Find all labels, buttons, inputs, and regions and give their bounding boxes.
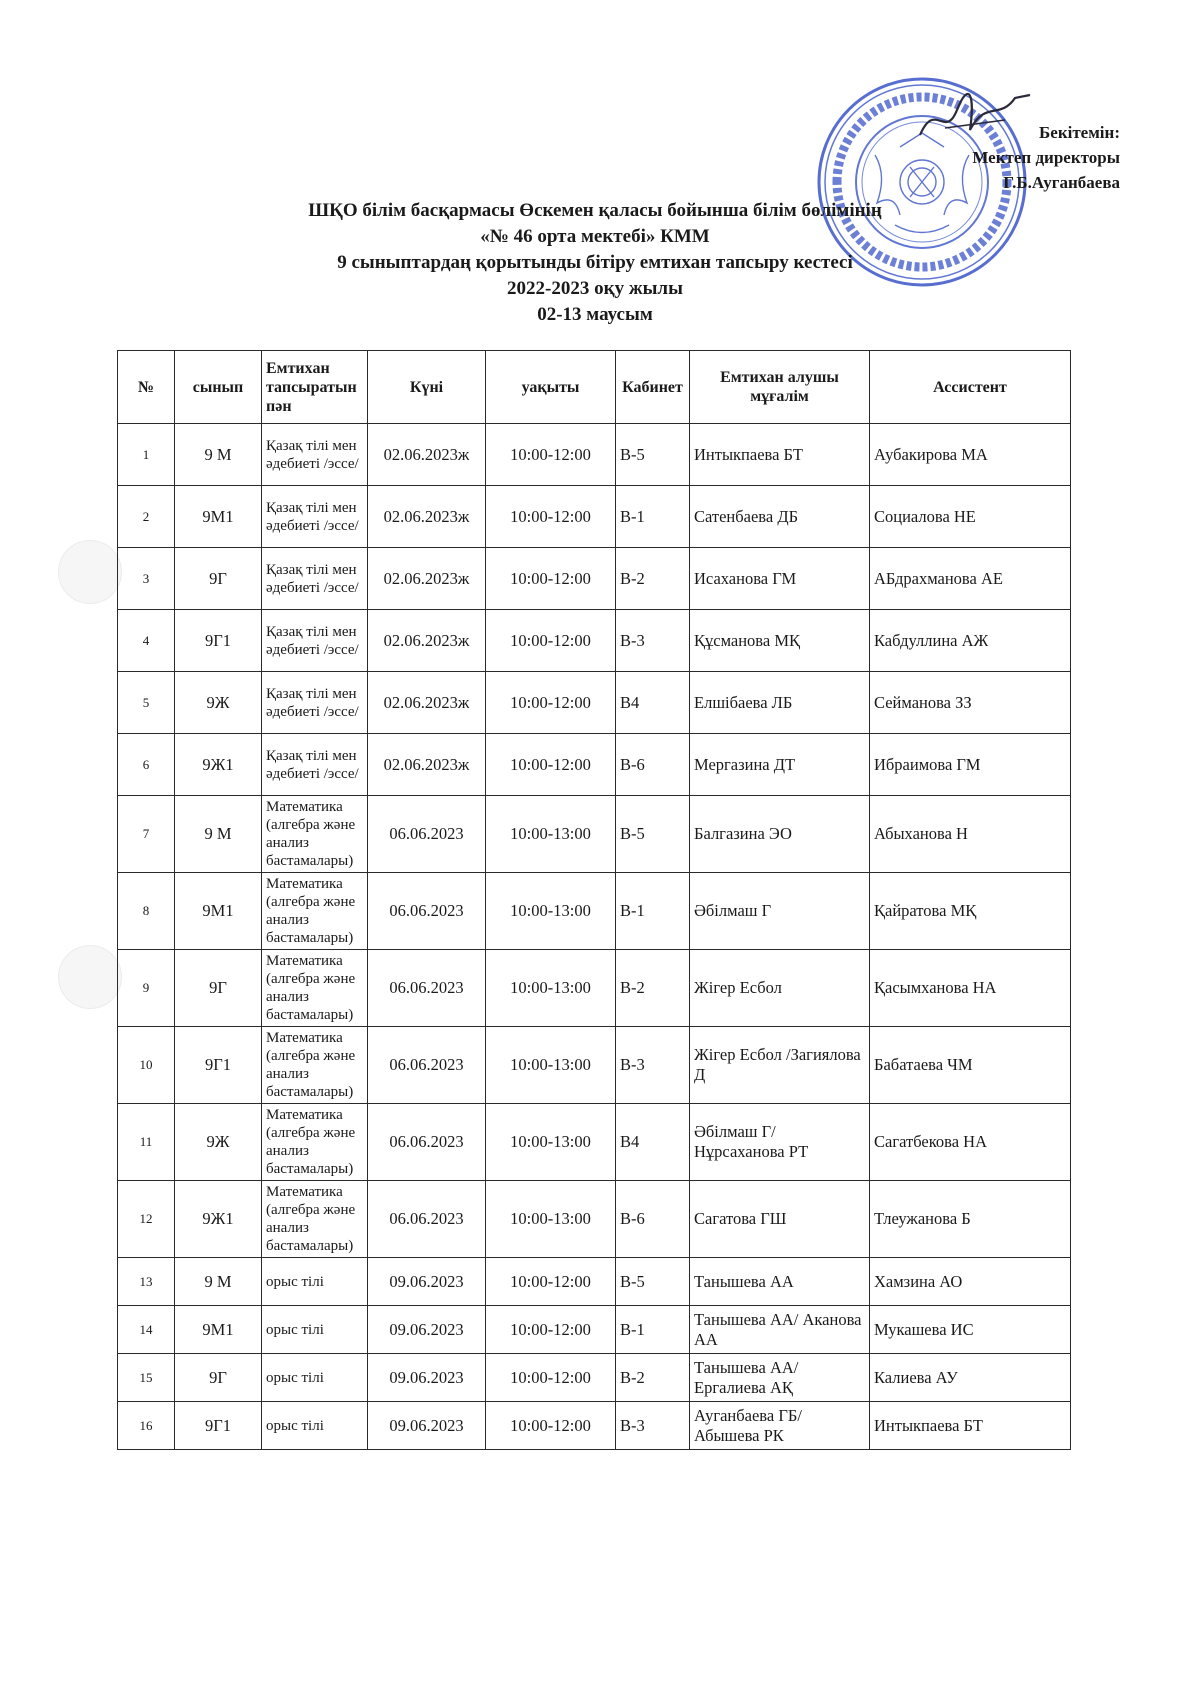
exam-date: 02.06.2023ж (368, 734, 486, 796)
examiner-teacher: Жігер Есбол (690, 950, 870, 1027)
punch-hole (58, 540, 122, 604)
column-header: уақыты (486, 351, 616, 424)
examiner-teacher: Әбілмаш Г/Нұрсаханова РТ (690, 1104, 870, 1181)
class-name: 9М1 (175, 1306, 262, 1354)
exam-date: 09.06.2023 (368, 1258, 486, 1306)
examiner-teacher: Танышева АА/ Ергалиева АҚ (690, 1354, 870, 1402)
exam-time: 10:00-12:00 (486, 1402, 616, 1450)
table-row (118, 548, 1071, 610)
assistant: Кабдуллина АЖ (870, 610, 1071, 672)
class-name: 9Ж (175, 672, 262, 734)
exam-time: 10:00-12:00 (486, 1354, 616, 1402)
column-header: Кабинет (616, 351, 690, 424)
examiner-teacher: Балгазина ЭО (690, 796, 870, 873)
class-name: 9Ж (175, 1104, 262, 1181)
room: В-1 (616, 873, 690, 950)
room: В-5 (616, 796, 690, 873)
table-row (118, 1258, 1071, 1306)
class-name: 9Г (175, 548, 262, 610)
examiner-teacher: Исаханова ГМ (690, 548, 870, 610)
exam-time: 10:00-12:00 (486, 734, 616, 796)
exam-time: 10:00-12:00 (486, 610, 616, 672)
exam-date: 02.06.2023ж (368, 548, 486, 610)
assistant: Аубакирова МА (870, 424, 1071, 486)
room: В4 (616, 672, 690, 734)
exam-subject: Қазақ тілі мен әдебиеті /эссе/ (262, 672, 368, 734)
table-header-row (118, 351, 1071, 424)
exam-subject: орыс тілі (262, 1402, 368, 1450)
exam-subject: Қазақ тілі мен әдебиеті /эссе/ (262, 424, 368, 486)
class-name: 9Г (175, 1354, 262, 1402)
class-name: 9 М (175, 796, 262, 873)
class-name: 9Ж1 (175, 1181, 262, 1258)
column-header: Ассистент (870, 351, 1071, 424)
exam-date: 06.06.2023 (368, 873, 486, 950)
table-row (118, 424, 1071, 486)
table-row (118, 1104, 1071, 1181)
column-header: сынып (175, 351, 262, 424)
exam-subject: Математика (алгебра және анализ бастамалары) (262, 873, 368, 950)
assistant: Абыханова Н (870, 796, 1071, 873)
row-number: 3 (118, 548, 175, 610)
exam-date: 06.06.2023 (368, 1104, 486, 1181)
examiner-teacher: Әбілмаш Г (690, 873, 870, 950)
punch-hole (58, 945, 122, 1009)
exam-subject: Қазақ тілі мен әдебиеті /эссе/ (262, 610, 368, 672)
row-number: 13 (118, 1258, 175, 1306)
exam-time: 10:00-12:00 (486, 1258, 616, 1306)
exam-subject: Математика (алгебра және анализ бастамалары) (262, 1181, 368, 1258)
class-name: 9 М (175, 424, 262, 486)
row-number: 4 (118, 610, 175, 672)
class-name: 9Г1 (175, 1402, 262, 1450)
assistant: Сейманова ЗЗ (870, 672, 1071, 734)
table-row (118, 1027, 1071, 1104)
examiner-teacher: Мергазина ДТ (690, 734, 870, 796)
room: В-2 (616, 1354, 690, 1402)
column-header: Күні (368, 351, 486, 424)
table-row (118, 950, 1071, 1027)
exam-subject: Қазақ тілі мен әдебиеті /эссе/ (262, 548, 368, 610)
exam-date: 09.06.2023 (368, 1354, 486, 1402)
approval-position: Мектеп директоры (972, 148, 1120, 167)
room: В-2 (616, 548, 690, 610)
room: В-3 (616, 610, 690, 672)
class-name: 9 М (175, 1258, 262, 1306)
room: В-1 (616, 486, 690, 548)
assistant: Тлеужанова Б (870, 1181, 1071, 1258)
class-name: 9Г1 (175, 610, 262, 672)
exam-subject: орыс тілі (262, 1258, 368, 1306)
exam-subject: орыс тілі (262, 1306, 368, 1354)
row-number: 11 (118, 1104, 175, 1181)
heading-line-2: «№ 46 орта мектебі» КММ (480, 226, 710, 247)
table-row (118, 1181, 1071, 1258)
exam-subject: Қазақ тілі мен әдебиеті /эссе/ (262, 486, 368, 548)
table-row (118, 734, 1071, 796)
row-number: 10 (118, 1027, 175, 1104)
approval-block (972, 120, 1120, 195)
row-number: 7 (118, 796, 175, 873)
exam-time: 10:00-12:00 (486, 486, 616, 548)
row-number: 9 (118, 950, 175, 1027)
exam-time: 10:00-13:00 (486, 796, 616, 873)
exam-time: 10:00-13:00 (486, 873, 616, 950)
assistant: АБдрахманова АЕ (870, 548, 1071, 610)
assistant: Социалова НЕ (870, 486, 1071, 548)
exam-date: 06.06.2023 (368, 796, 486, 873)
exam-date: 06.06.2023 (368, 950, 486, 1027)
class-name: 9Ж1 (175, 734, 262, 796)
exam-time: 10:00-12:00 (486, 1306, 616, 1354)
heading-line-5: 02-13 маусым (537, 304, 653, 325)
assistant: Интыкпаева БТ (870, 1402, 1071, 1450)
table-row (118, 873, 1071, 950)
room: В-5 (616, 424, 690, 486)
class-name: 9М1 (175, 486, 262, 548)
exam-date: 06.06.2023 (368, 1181, 486, 1258)
heading-line-1: ШҚО білім басқармасы Өскемен қаласы бойынша білім бөлімінің (308, 200, 882, 221)
row-number: 12 (118, 1181, 175, 1258)
exam-date: 02.06.2023ж (368, 486, 486, 548)
examiner-teacher: Құсманова МҚ (690, 610, 870, 672)
row-number: 6 (118, 734, 175, 796)
exam-date: 02.06.2023ж (368, 610, 486, 672)
exam-time: 10:00-13:00 (486, 1104, 616, 1181)
exam-subject: Математика (алгебра және анализ бастамалары) (262, 950, 368, 1027)
heading-line-4: 2022-2023 оқу жылы (507, 278, 683, 299)
examiner-teacher: Интыкпаева БТ (690, 424, 870, 486)
row-number: 8 (118, 873, 175, 950)
room: В-1 (616, 1306, 690, 1354)
assistant: Мукашева ИС (870, 1306, 1071, 1354)
examiner-teacher: Танышева АА (690, 1258, 870, 1306)
exam-subject: Математика (алгебра және анализ бастамалары) (262, 1104, 368, 1181)
class-name: 9М1 (175, 873, 262, 950)
assistant: Калиева АУ (870, 1354, 1071, 1402)
table-body (118, 424, 1071, 1450)
exam-time: 10:00-12:00 (486, 548, 616, 610)
exam-time: 10:00-13:00 (486, 1181, 616, 1258)
column-header: Емтихан тапсыратын пән (262, 351, 368, 424)
table-row (118, 1354, 1071, 1402)
column-header: Емтихан алушы мұғалім (690, 351, 870, 424)
exam-date: 02.06.2023ж (368, 424, 486, 486)
room: В-6 (616, 1181, 690, 1258)
row-number: 5 (118, 672, 175, 734)
row-number: 16 (118, 1402, 175, 1450)
assistant: Ибраимова ГМ (870, 734, 1071, 796)
room: В-3 (616, 1402, 690, 1450)
heading-line-3: 9 сыныптардаң қорытынды бітіру емтихан тапсыру кестесі (337, 252, 853, 273)
table-row (118, 610, 1071, 672)
exam-time: 10:00-12:00 (486, 672, 616, 734)
room: В-6 (616, 734, 690, 796)
exam-schedule-table (117, 350, 1071, 1450)
examiner-teacher: Жігер Есбол /Загиялова Д (690, 1027, 870, 1104)
exam-date: 06.06.2023 (368, 1027, 486, 1104)
assistant: Хамзина АО (870, 1258, 1071, 1306)
column-header: № (118, 351, 175, 424)
exam-subject: Математика (алгебра және анализ бастамалары) (262, 1027, 368, 1104)
row-number: 15 (118, 1354, 175, 1402)
examiner-teacher: Сатенбаева ДБ (690, 486, 870, 548)
table-row (118, 1402, 1071, 1450)
exam-date: 09.06.2023 (368, 1402, 486, 1450)
examiner-teacher: Танышева АА/ Аканова АА (690, 1306, 870, 1354)
exam-time: 10:00-12:00 (486, 424, 616, 486)
room: В-3 (616, 1027, 690, 1104)
exam-date: 02.06.2023ж (368, 672, 486, 734)
assistant: Сагатбекова НА (870, 1104, 1071, 1181)
exam-time: 10:00-13:00 (486, 1027, 616, 1104)
examiner-teacher: Сагатова ГШ (690, 1181, 870, 1258)
row-number: 2 (118, 486, 175, 548)
room: В-5 (616, 1258, 690, 1306)
assistant: Қайратова МҚ (870, 873, 1071, 950)
assistant: Қасымханова НА (870, 950, 1071, 1027)
table-row (118, 796, 1071, 873)
room: В-2 (616, 950, 690, 1027)
exam-subject: Қазақ тілі мен әдебиеті /эссе/ (262, 734, 368, 796)
assistant: Бабатаева ЧМ (870, 1027, 1071, 1104)
table-row (118, 672, 1071, 734)
row-number: 1 (118, 424, 175, 486)
approval-label: Бекітемін: (1039, 123, 1120, 142)
room: В4 (616, 1104, 690, 1181)
class-name: 9Г (175, 950, 262, 1027)
class-name: 9Г1 (175, 1027, 262, 1104)
exam-date: 09.06.2023 (368, 1306, 486, 1354)
examiner-teacher: Елшібаева ЛБ (690, 672, 870, 734)
exam-subject: Математика (алгебра және анализ бастамалары) (262, 796, 368, 873)
examiner-teacher: Ауганбаева ГБ/ Абышева РК (690, 1402, 870, 1450)
table-row (118, 1306, 1071, 1354)
exam-subject: орыс тілі (262, 1354, 368, 1402)
exam-time: 10:00-13:00 (486, 950, 616, 1027)
table-row (118, 486, 1071, 548)
approval-director-name: Г.Б.Ауганбаева (1003, 173, 1120, 192)
document-heading (180, 198, 1010, 328)
row-number: 14 (118, 1306, 175, 1354)
